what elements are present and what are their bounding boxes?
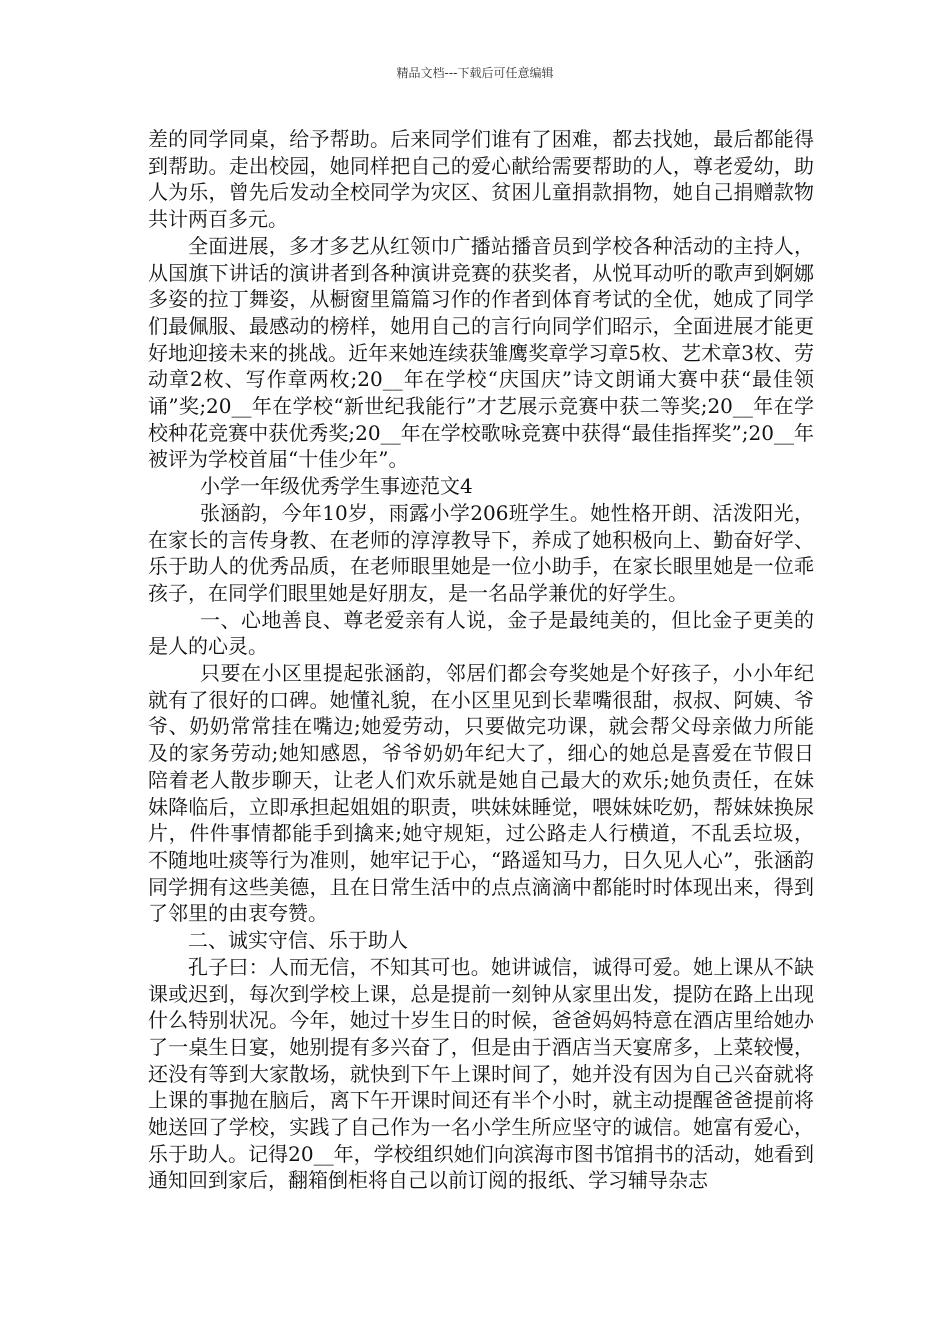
document-body (148, 126, 814, 1194)
subheading-honesty: 二、诚实守信、乐于助人 (188, 928, 408, 953)
paragraph-honesty: 孔子曰：人而无信，不知其可也。她讲诚信，诚得可爱。她上课从不缺课或迟到，每次到学校上课，总是提前一刻钟从家里出发，提防在路上出现什么特别状况。今年，她过十岁生日的时候，爸爸妈妈特意在酒店里给她办了一桌生日宴，她别提有多兴奋了，但是由于酒店当天宴席多，上菜较慢，还没有等到大家散场，就快到下午上课时间了，她并没有因为自己兴奋就将上课的事抛在脑后，离下午开课时间还有半个小时，就主动提醒爸爸提前将她送回了学校，实践了自己作为一名小学生所应坚守的诚信。她富有爱心，乐于助人。记得20__年，学校组织她们向滨海市图书馆捐书的活动，她看到通知回到家后，翻箱倒柜将自己以前订阅的报纸、学习辅导杂志 (148, 954, 814, 1193)
paragraph-intro: 张涵韵，今年10岁，雨露小学206班学生。她性格开朗、活泼阳光，在家长的言传身教、在老师的淳淳教导下，养成了她积极向上、勤奋好学、乐于助人的优秀品质，在老师眼里她是一位小助手，在家长眼里她是一位乖孩子，在同学们眼里她是好朋友，是一名品学兼优的好学生。 (148, 500, 814, 605)
section-title: 小学一年级优秀学生事迹范文4 (200, 474, 473, 499)
page-header: 精品文档---下载后可任意编辑 (396, 66, 554, 80)
paragraph-achievements: 全面进展，多才多艺从红领巾广播站播音员到学校各种活动的主持人，从国旗下讲话的演讲者到各种演讲竞赛的获奖者，从悦耳动听的歌声到婀娜多姿的拉丁舞姿，从橱窗里篇篇习作的作者到体育考试的全优，她成了同学们最佩服、最感动的榜样，她用自己的言行向同学们昭示，全面进展才能更好地迎接未来的挑战。近年来她连续获雏鹰奖章学习章5枚、艺术章3枚、劳动章2枚、写作章两枚;20__年在学校“庆国庆”诗文朗诵大赛中获“最佳领诵”奖;20__年在学校“新世纪我能行”才艺展示竞赛中获二等奖;20__年在学校种花竞赛中获优秀奖;20__年在学校歌咏竞赛中获得“最佳指挥奖”;20__年被评为学校首届“十佳少年”。 (148, 233, 814, 472)
paragraph-continuation: 差的同学同桌，给予帮助。后来同学们谁有了困难，都去找她，最后都能得到帮助。走出校园，她同样把自己的爱心献给需要帮助的人，尊老爱幼，助人为乐，曾先后发动全校同学为灾区、贫困儿童捐款捐物，她自己捐赠款物共计两百多元。 (148, 127, 814, 232)
subheading-kindness: 一、心地善良、尊老爱亲有人说，金子是最纯美的，但比金子更美的是人的心灵。 (148, 607, 814, 659)
paragraph-kindness: 只要在小区里提起张涵韵，邻居们都会夸奖她是个好孩子，小小年纪就有了很好的口碑。她懂礼貌，在小区里见到长辈嘴很甜，叔叔、阿姨、爷爷、奶奶常常挂在嘴边;她爱劳动，只要做完功课，就会帮父母亲做力所能及的家务劳动;她知感恩，爷爷奶奶年纪大了，细心的她总是喜爱在节假日陪着老人散步聊天，让老人们欢乐就是她自己最大的欢乐;她负责任，在妹妹降临后，立即承担起姐姐的职责，哄妹妹睡觉，喂妹妹吃奶，帮妹妹换尿片，件件事情都能手到擒来;她守规矩，过公路走人行横道，不乱丢垃圾，不随地吐痰等行为准则，她牢记于心，“路遥知马力，日久见人心”，张涵韵同学拥有这些美德，且在日常生活中的点点滴滴中都能时时体现出来，得到了邻里的由衷夸赞。 (148, 661, 814, 926)
